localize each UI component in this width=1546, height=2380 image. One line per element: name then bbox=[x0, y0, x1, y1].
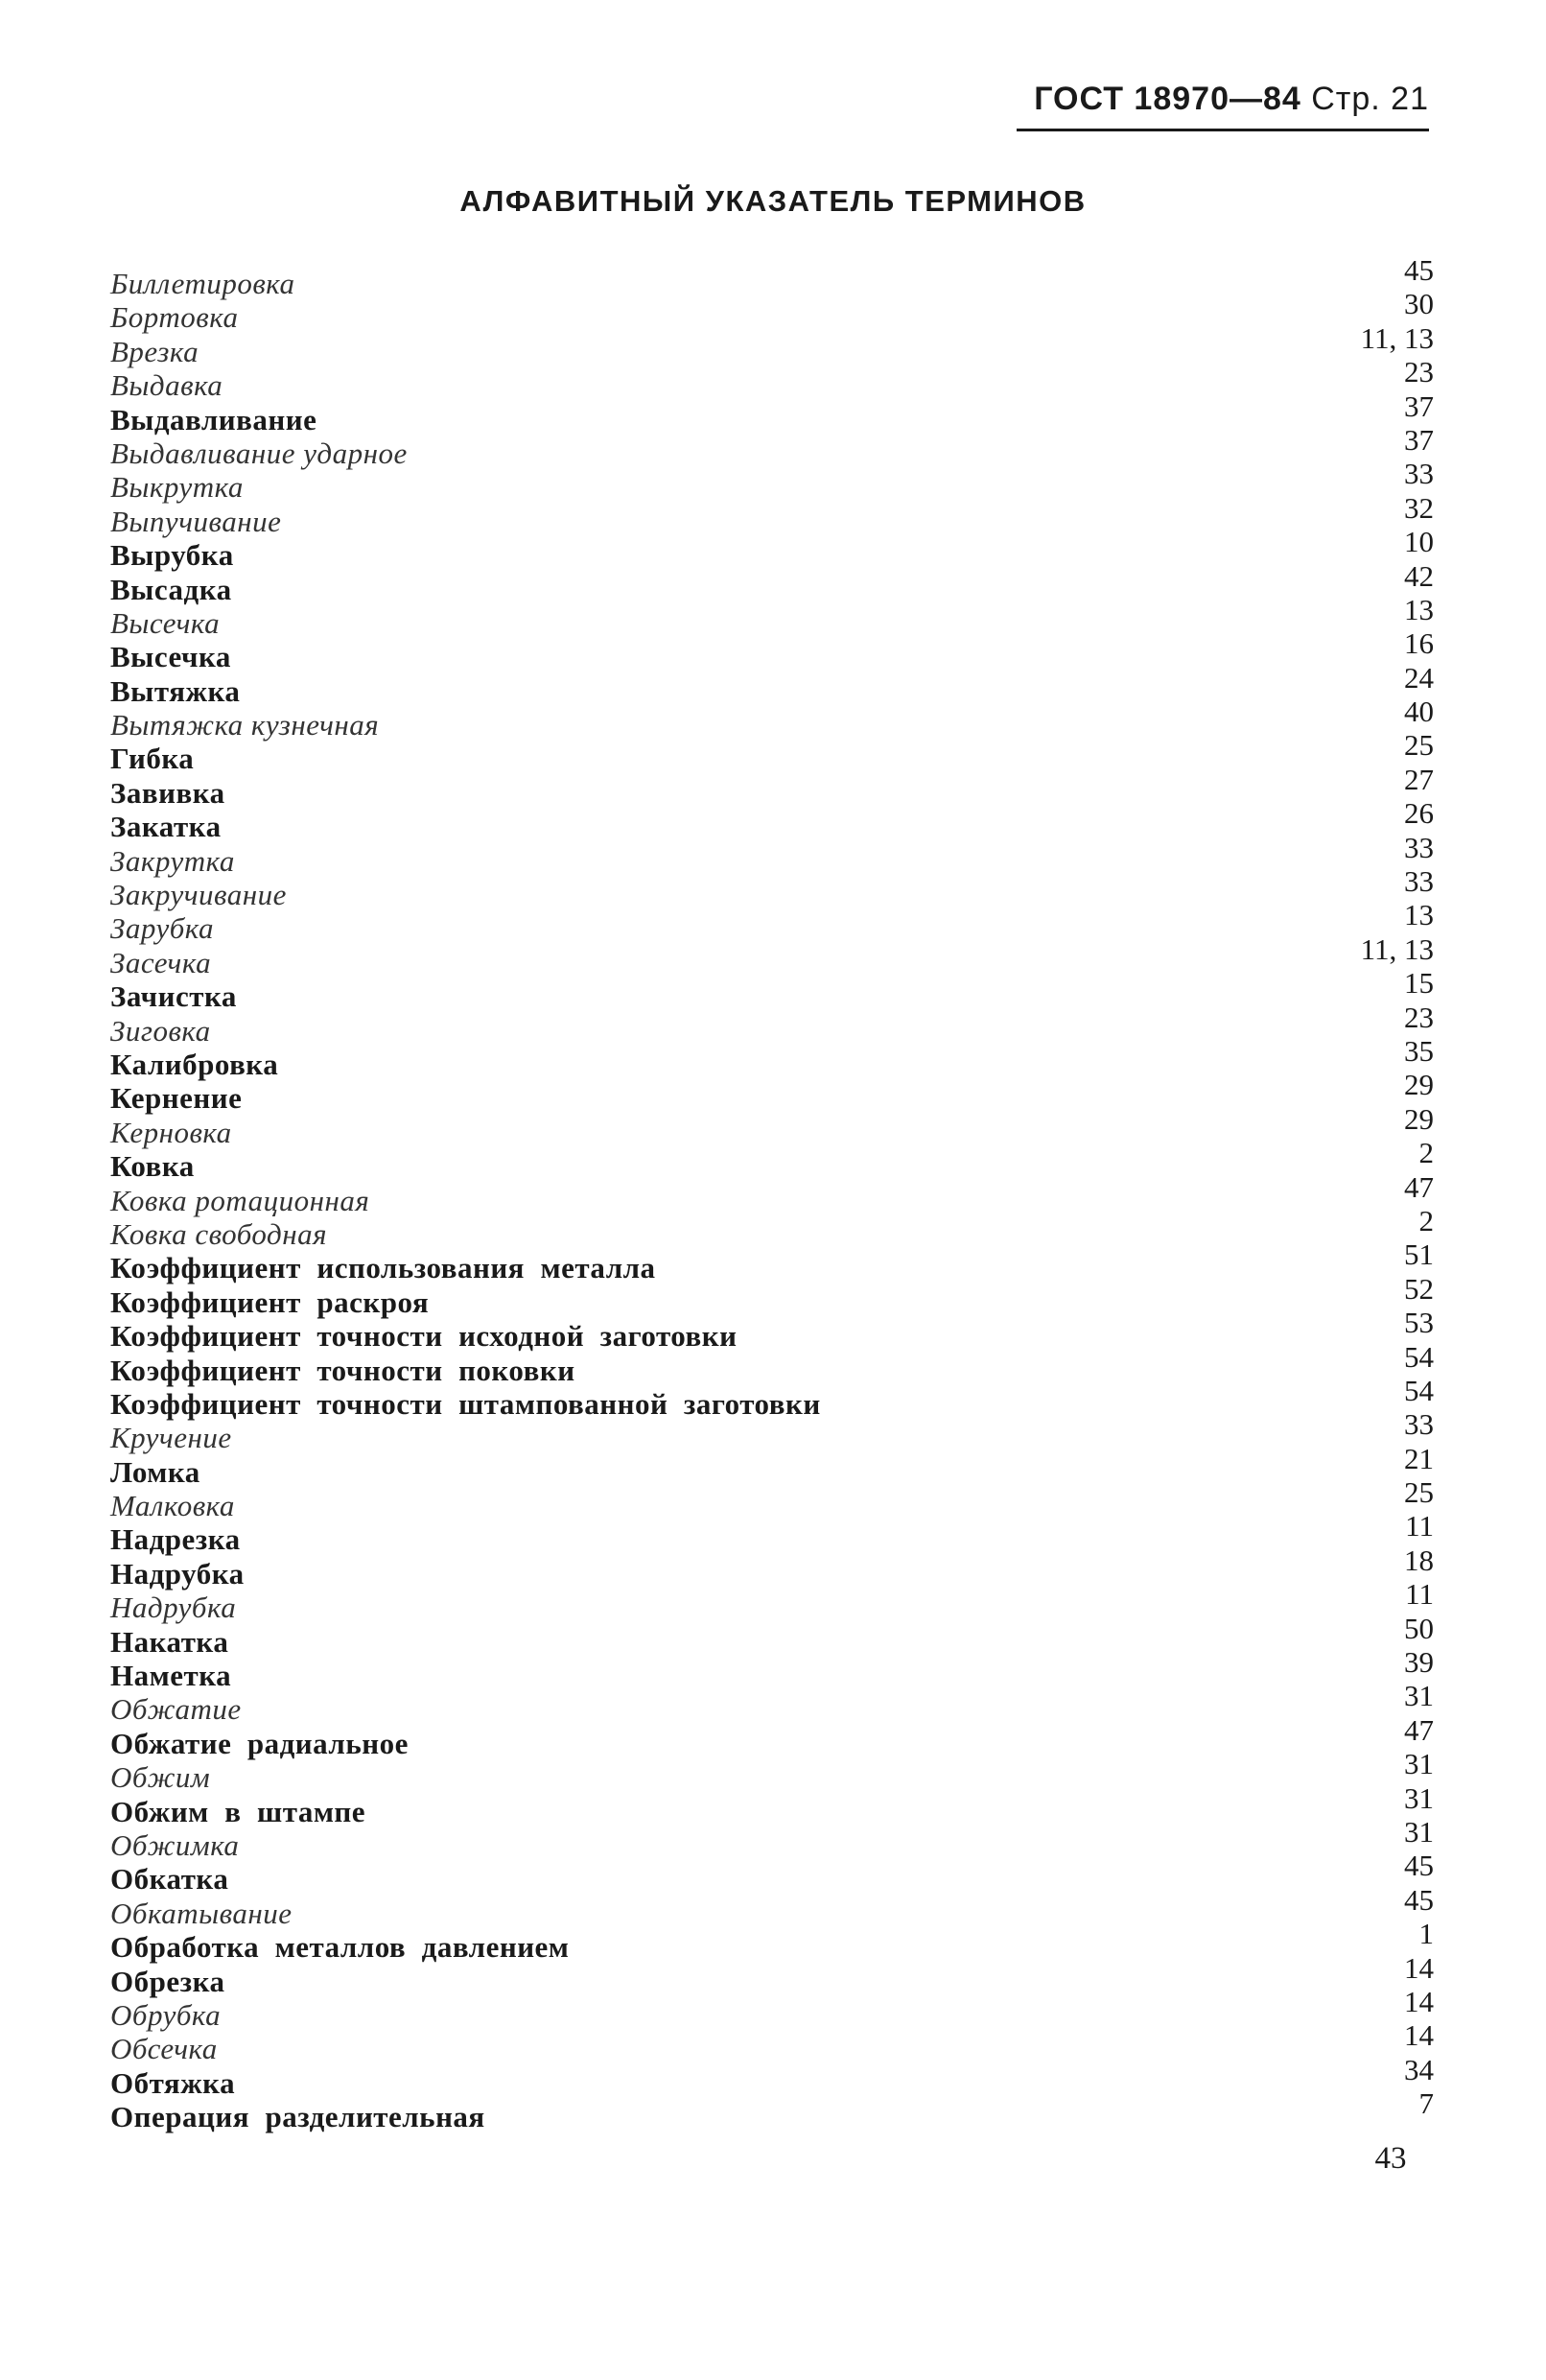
index-entry bbox=[110, 1645, 1434, 1693]
index-term-number: 29 bbox=[1404, 1101, 1434, 1136]
index-term: Обжим в штампе bbox=[110, 1794, 366, 1828]
index-term-number: 23 bbox=[1404, 355, 1434, 389]
index-term: Обсечка bbox=[110, 2032, 218, 2066]
index-term: Обтяжка bbox=[110, 2065, 236, 2100]
index-term-number: 37 bbox=[1404, 422, 1434, 457]
index-term-number: 18 bbox=[1404, 1543, 1434, 1577]
index-entry bbox=[110, 2018, 1434, 2066]
index-term-number: 54 bbox=[1404, 1373, 1434, 1407]
index-entry bbox=[110, 592, 1434, 640]
index-term-number: 33 bbox=[1404, 1407, 1434, 1442]
index-entry bbox=[110, 1306, 1434, 1354]
index-entry bbox=[110, 1136, 1434, 1184]
index-term: Коэффициент точности штампованной заготовки bbox=[110, 1386, 821, 1421]
index-entry bbox=[110, 457, 1434, 505]
index-term: Обжим bbox=[110, 1760, 211, 1795]
index-entry bbox=[110, 1441, 1434, 1489]
index-term: Завивка bbox=[110, 775, 225, 810]
index-entry bbox=[110, 1950, 1434, 1998]
index-term: Закрутка bbox=[110, 843, 235, 878]
index-entry bbox=[110, 796, 1434, 844]
index-entry bbox=[110, 1917, 1434, 1965]
index-entry bbox=[110, 1033, 1434, 1081]
index-term: Малковка bbox=[110, 1489, 235, 1523]
index-term: Ковка ротационная bbox=[110, 1183, 370, 1217]
index-entry bbox=[110, 490, 1434, 538]
term-index-list bbox=[110, 253, 1434, 2134]
index-term: Высадка bbox=[110, 572, 232, 606]
index-entry bbox=[110, 1984, 1434, 2032]
index-entry bbox=[110, 1407, 1434, 1455]
index-entry bbox=[110, 1780, 1434, 1828]
index-term-number: 7 bbox=[1418, 2086, 1434, 2121]
index-term-number: 33 bbox=[1404, 830, 1434, 864]
index-term: Ковка свободная bbox=[110, 1216, 327, 1251]
index-entry bbox=[110, 320, 1434, 368]
index-term-number: 27 bbox=[1404, 762, 1434, 796]
index-term: Закатка bbox=[110, 810, 222, 844]
index-term-number: 32 bbox=[1404, 490, 1434, 525]
index-entry bbox=[110, 1747, 1434, 1795]
index-term-number: 40 bbox=[1404, 695, 1434, 729]
index-term: Ломка bbox=[110, 1454, 200, 1489]
index-term: Кручение bbox=[110, 1421, 232, 1455]
index-term-number: 31 bbox=[1404, 1814, 1434, 1849]
index-term: Обжимка bbox=[110, 1827, 240, 1862]
index-entry bbox=[110, 1577, 1434, 1625]
standard-number: ГОСТ 18970—84 bbox=[1034, 81, 1301, 117]
index-entry bbox=[110, 1339, 1434, 1387]
footer-page-number: 43 bbox=[1374, 2141, 1407, 2176]
index-entry bbox=[110, 1679, 1434, 1727]
index-term-number: 33 bbox=[1404, 457, 1434, 491]
index-entry bbox=[110, 1203, 1434, 1251]
index-term: Коэффициент раскроя bbox=[110, 1284, 430, 1319]
index-term-number: 2 bbox=[1418, 1203, 1434, 1237]
index-term-number: 14 bbox=[1404, 2018, 1434, 2053]
index-term: Керновка bbox=[110, 1115, 232, 1149]
index-entry bbox=[110, 422, 1434, 470]
index-term-number: 52 bbox=[1404, 1271, 1434, 1306]
index-term: Калибровка bbox=[110, 1047, 279, 1081]
index-term-number: 42 bbox=[1404, 558, 1434, 593]
index-term: Зарубка bbox=[110, 911, 215, 946]
index-term-number: 10 bbox=[1404, 525, 1434, 559]
index-term: Вырубка bbox=[110, 538, 234, 573]
index-term-number: 14 bbox=[1404, 1984, 1434, 2018]
index-term: Ковка bbox=[110, 1149, 195, 1184]
index-term-number: 13 bbox=[1404, 592, 1434, 626]
index-entry bbox=[110, 253, 1434, 300]
index-entry bbox=[110, 2052, 1434, 2100]
index-entry bbox=[110, 695, 1434, 742]
index-term: Выпучивание bbox=[110, 504, 282, 538]
index-entry bbox=[110, 389, 1434, 436]
index-term-number: 39 bbox=[1404, 1645, 1434, 1680]
index-term-number: 26 bbox=[1404, 796, 1434, 831]
index-entry bbox=[110, 1611, 1434, 1659]
index-term-number: 35 bbox=[1404, 1033, 1434, 1068]
index-term: Биллетировка bbox=[110, 267, 295, 300]
index-term: Кернение bbox=[110, 1081, 243, 1116]
index-term-number: 34 bbox=[1404, 2052, 1434, 2086]
index-entry bbox=[110, 1237, 1434, 1285]
index-entry bbox=[110, 1169, 1434, 1217]
index-term-number: 25 bbox=[1404, 728, 1434, 763]
index-term-number: 45 bbox=[1404, 253, 1434, 287]
index-entry bbox=[110, 864, 1434, 912]
index-term-number: 13 bbox=[1404, 898, 1434, 932]
index-entry bbox=[110, 728, 1434, 776]
index-term: Обрезка bbox=[110, 1964, 225, 1998]
index-term: Бортовка bbox=[110, 300, 239, 335]
index-term: Коэффициент использования металла bbox=[110, 1251, 656, 1285]
index-term: Наметка bbox=[110, 1659, 232, 1693]
index-term-number: 31 bbox=[1404, 1780, 1434, 1815]
index-term-number: 11 bbox=[1405, 1577, 1434, 1612]
index-term-number: 21 bbox=[1404, 1441, 1434, 1475]
index-term: Операция разделительная bbox=[110, 2100, 485, 2134]
page-header bbox=[1017, 81, 1429, 118]
index-entry bbox=[110, 558, 1434, 606]
index-term: Обкатывание bbox=[110, 1896, 293, 1930]
index-term: Коэффициент точности поковки bbox=[110, 1353, 575, 1387]
index-entry bbox=[110, 1271, 1434, 1319]
index-title: АЛФАВИТНЫЙ УКАЗАТЕЛЬ ТЕРМИНОВ bbox=[459, 184, 1087, 218]
index-entry bbox=[110, 1068, 1434, 1116]
index-term-number: 1 bbox=[1418, 1917, 1434, 1951]
index-term: Врезка bbox=[110, 334, 199, 368]
index-term: Накатка bbox=[110, 1624, 229, 1659]
index-entry bbox=[110, 830, 1434, 878]
index-term: Выдавливание ударное bbox=[110, 436, 408, 470]
index-term: Зачистка bbox=[110, 979, 237, 1014]
index-term: Закручивание bbox=[110, 878, 287, 912]
index-entry bbox=[110, 1000, 1434, 1048]
index-term-number: 47 bbox=[1404, 1169, 1434, 1204]
index-entry bbox=[110, 931, 1434, 979]
index-term: Обкатка bbox=[110, 1862, 229, 1897]
index-term: Высечка bbox=[110, 640, 231, 674]
index-entry bbox=[110, 1849, 1434, 1897]
index-term: Высечка bbox=[110, 605, 221, 640]
index-entry bbox=[110, 1814, 1434, 1862]
index-entry bbox=[110, 1475, 1434, 1523]
index-entry bbox=[110, 1509, 1434, 1557]
index-entry bbox=[110, 660, 1434, 708]
index-term: Надрезка bbox=[110, 1522, 241, 1557]
index-entry bbox=[110, 525, 1434, 573]
index-entry bbox=[110, 1712, 1434, 1760]
index-entry bbox=[110, 626, 1434, 674]
index-term-number: 47 bbox=[1404, 1712, 1434, 1747]
index-term-number: 15 bbox=[1404, 966, 1434, 1001]
index-entry bbox=[110, 762, 1434, 810]
index-term-number: 11 bbox=[1405, 1509, 1434, 1543]
index-entry bbox=[110, 898, 1434, 946]
index-entry bbox=[110, 287, 1434, 335]
index-term-number: 30 bbox=[1404, 287, 1434, 321]
index-term: Коэффициент точности исходной заготовки bbox=[110, 1319, 738, 1354]
index-term: Гибка bbox=[110, 742, 195, 776]
index-term-number: 29 bbox=[1404, 1068, 1434, 1102]
index-entry bbox=[110, 1373, 1434, 1421]
index-term-number: 16 bbox=[1404, 626, 1434, 661]
index-term-number: 50 bbox=[1404, 1611, 1434, 1645]
index-term: Обжатие bbox=[110, 1692, 242, 1727]
index-term: Выдавка bbox=[110, 368, 223, 403]
index-term: Надрубка bbox=[110, 1556, 245, 1591]
index-entry bbox=[110, 1543, 1434, 1591]
index-term-number: 45 bbox=[1404, 1849, 1434, 1883]
index-term: Зиговка bbox=[110, 1013, 211, 1048]
index-entry bbox=[110, 1882, 1434, 1930]
index-term-number: 54 bbox=[1404, 1339, 1434, 1374]
index-term: Вытяжка bbox=[110, 673, 241, 708]
index-term-number: 31 bbox=[1404, 1747, 1434, 1781]
index-entry bbox=[110, 355, 1434, 403]
index-term-number: 23 bbox=[1404, 1000, 1434, 1034]
index-term-number: 11, 13 bbox=[1360, 931, 1434, 966]
index-entry bbox=[110, 2086, 1434, 2134]
index-entry bbox=[110, 1101, 1434, 1149]
page-reference: Стр. 21 bbox=[1311, 81, 1429, 117]
index-term-number: 37 bbox=[1404, 389, 1434, 423]
index-term: Выдавливание bbox=[110, 402, 317, 436]
index-term: Вытяжка кузнечная bbox=[110, 708, 380, 742]
index-term: Обработка металлов давлением bbox=[110, 1930, 570, 1965]
index-term-number: 45 bbox=[1404, 1882, 1434, 1917]
index-term-number: 25 bbox=[1404, 1475, 1434, 1510]
index-term-number: 11, 13 bbox=[1360, 320, 1434, 355]
index-term: Обрубка bbox=[110, 1997, 222, 2032]
index-term-number: 14 bbox=[1404, 1950, 1434, 1985]
index-term-number: 33 bbox=[1404, 864, 1434, 899]
index-term-number: 53 bbox=[1404, 1306, 1434, 1340]
index-term: Надрубка bbox=[110, 1591, 237, 1625]
index-term: Обжатие радиальное bbox=[110, 1726, 409, 1760]
index-term-number: 2 bbox=[1418, 1136, 1434, 1170]
index-term-number: 24 bbox=[1404, 660, 1434, 695]
index-term: Засечка bbox=[110, 945, 212, 979]
index-term-number: 31 bbox=[1404, 1679, 1434, 1713]
header-rule bbox=[1017, 129, 1429, 131]
index-entry bbox=[110, 966, 1434, 1014]
index-term: Выкрутка bbox=[110, 470, 244, 505]
index-term-number: 51 bbox=[1404, 1237, 1434, 1272]
